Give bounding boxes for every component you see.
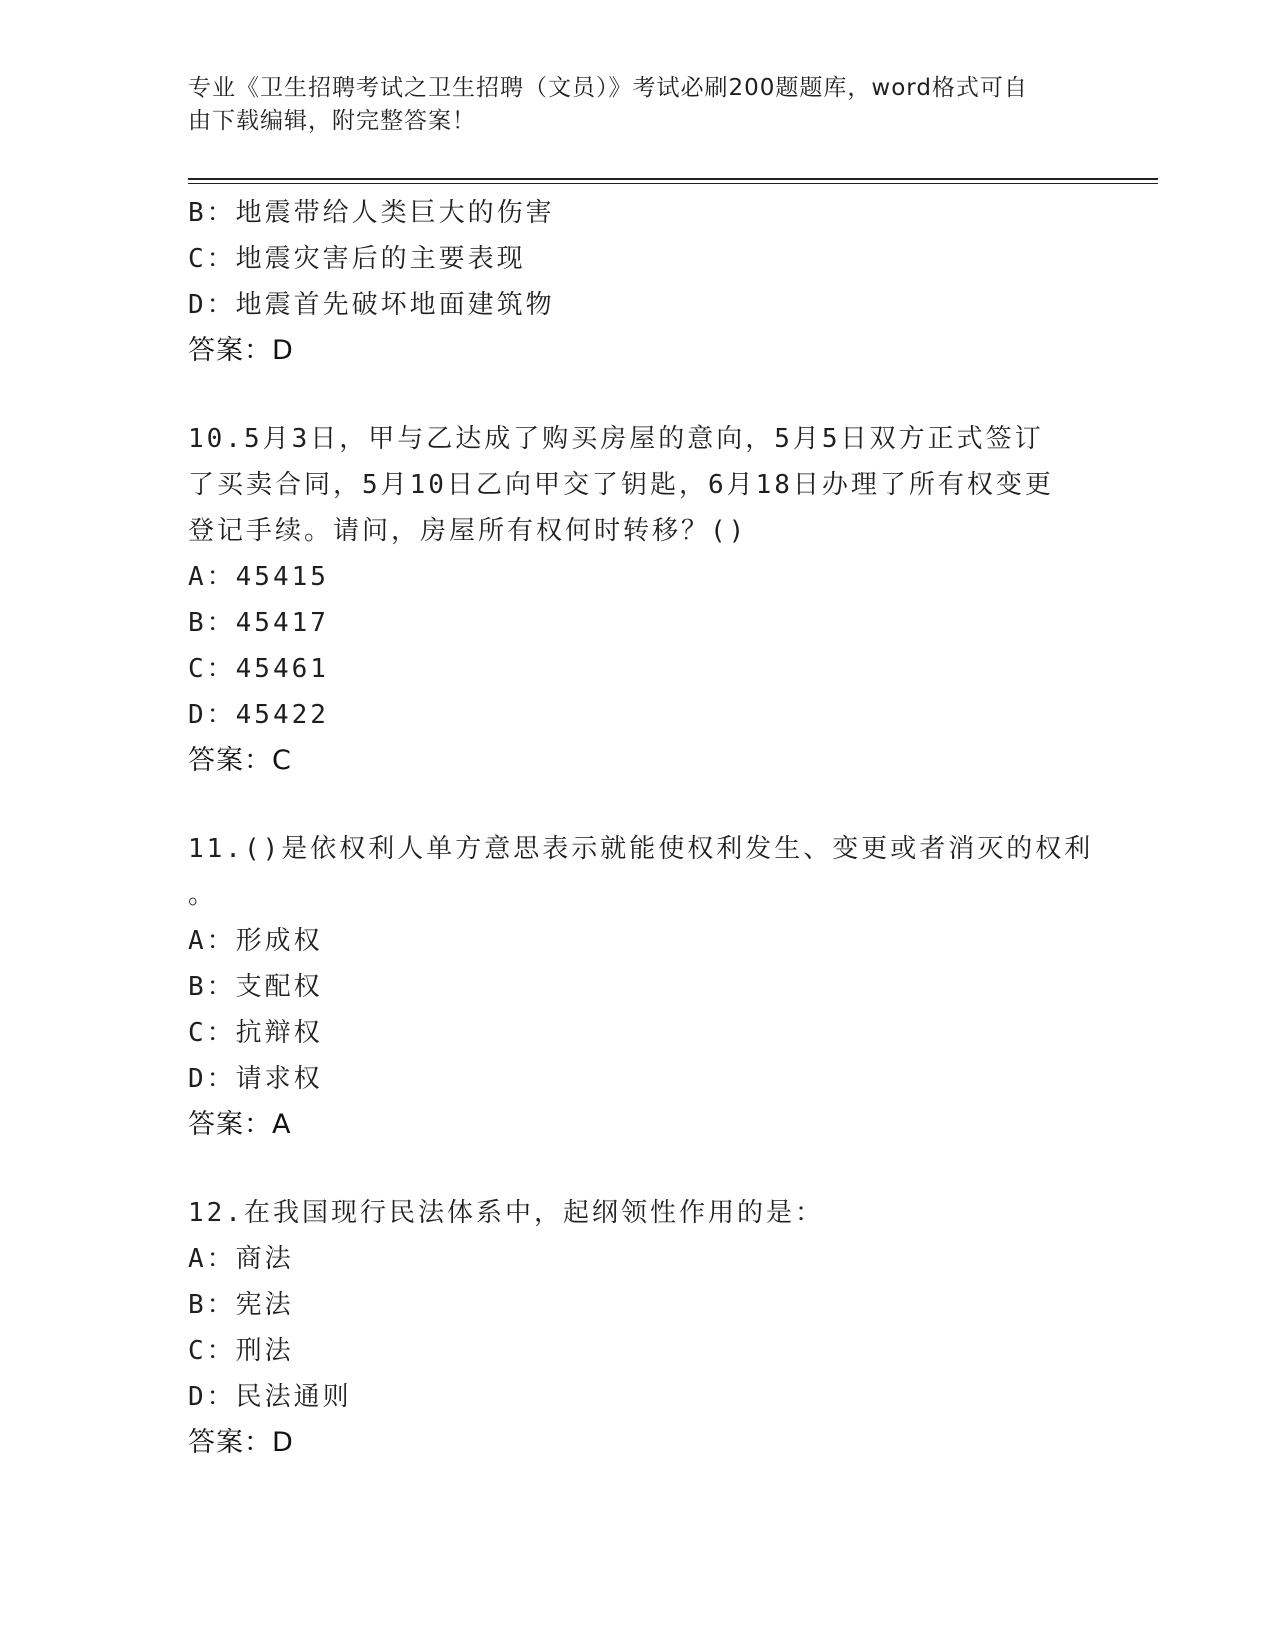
- question-stem-line: 11.()是依权利人单方意思表示就能使权利发生、变更或者消灭的权利: [188, 834, 1094, 864]
- question-stem-line: 登记手续。请问，房屋所有权何时转移？(): [188, 516, 748, 546]
- option-a: A：商法: [188, 1244, 294, 1274]
- option-b: B：45417: [188, 608, 329, 638]
- question-spacer: [188, 1148, 1088, 1190]
- question-stem-line: 12.在我国现行民法体系中，起纲领性作用的是：: [188, 1198, 824, 1228]
- answer-line: 答案：D: [188, 335, 294, 366]
- question-stem-line: 了买卖合同，5月10日乙向甲交了钥匙，6月18日办理了所有权变更: [188, 470, 1054, 500]
- question-10-block: [188, 416, 1088, 784]
- question-stem-line: 10.5月3日，甲与乙达成了购买房屋的意向，5月5日双方正式签订: [188, 424, 1044, 454]
- option-a: A：形成权: [188, 926, 323, 956]
- question-11-block: [188, 826, 1094, 1148]
- question-9-block: [188, 190, 1088, 374]
- header-line-1: 专业《卫生招聘考试之卫生招聘（文员）》考试必刷200题题库，word格式可自: [188, 75, 1028, 101]
- option-d: D：民法通则: [188, 1382, 352, 1412]
- answer-line: 答案：D: [188, 1427, 294, 1458]
- option-c: C：抗辩权: [188, 1018, 323, 1048]
- header-divider-thin: [188, 183, 1158, 184]
- question-12-block: [188, 1190, 1088, 1466]
- option-c: C：刑法: [188, 1336, 294, 1366]
- answer-line: 答案：C: [188, 745, 292, 776]
- question-stem-line: 。: [188, 880, 218, 910]
- option-c: C：45461: [188, 654, 329, 684]
- answer-line: 答案：A: [188, 1109, 292, 1140]
- header-divider-thick: [188, 178, 1158, 180]
- option-c: C：地震灾害后的主要表现: [188, 244, 526, 274]
- option-b: B：宪法: [188, 1290, 294, 1320]
- document-header: [188, 72, 1088, 138]
- option-b: B：支配权: [188, 972, 323, 1002]
- option-a: A：45415: [188, 562, 329, 592]
- question-spacer: [188, 784, 1088, 826]
- question-spacer: [188, 374, 1088, 416]
- option-d: D：请求权: [188, 1064, 323, 1094]
- question-content: [188, 190, 1094, 1466]
- option-b: B：地震带给人类巨大的伤害: [188, 198, 555, 228]
- option-d: D：45422: [188, 700, 329, 730]
- option-d: D：地震首先破坏地面建筑物: [188, 290, 555, 320]
- header-line-2: 由下载编辑，附完整答案！: [188, 108, 476, 134]
